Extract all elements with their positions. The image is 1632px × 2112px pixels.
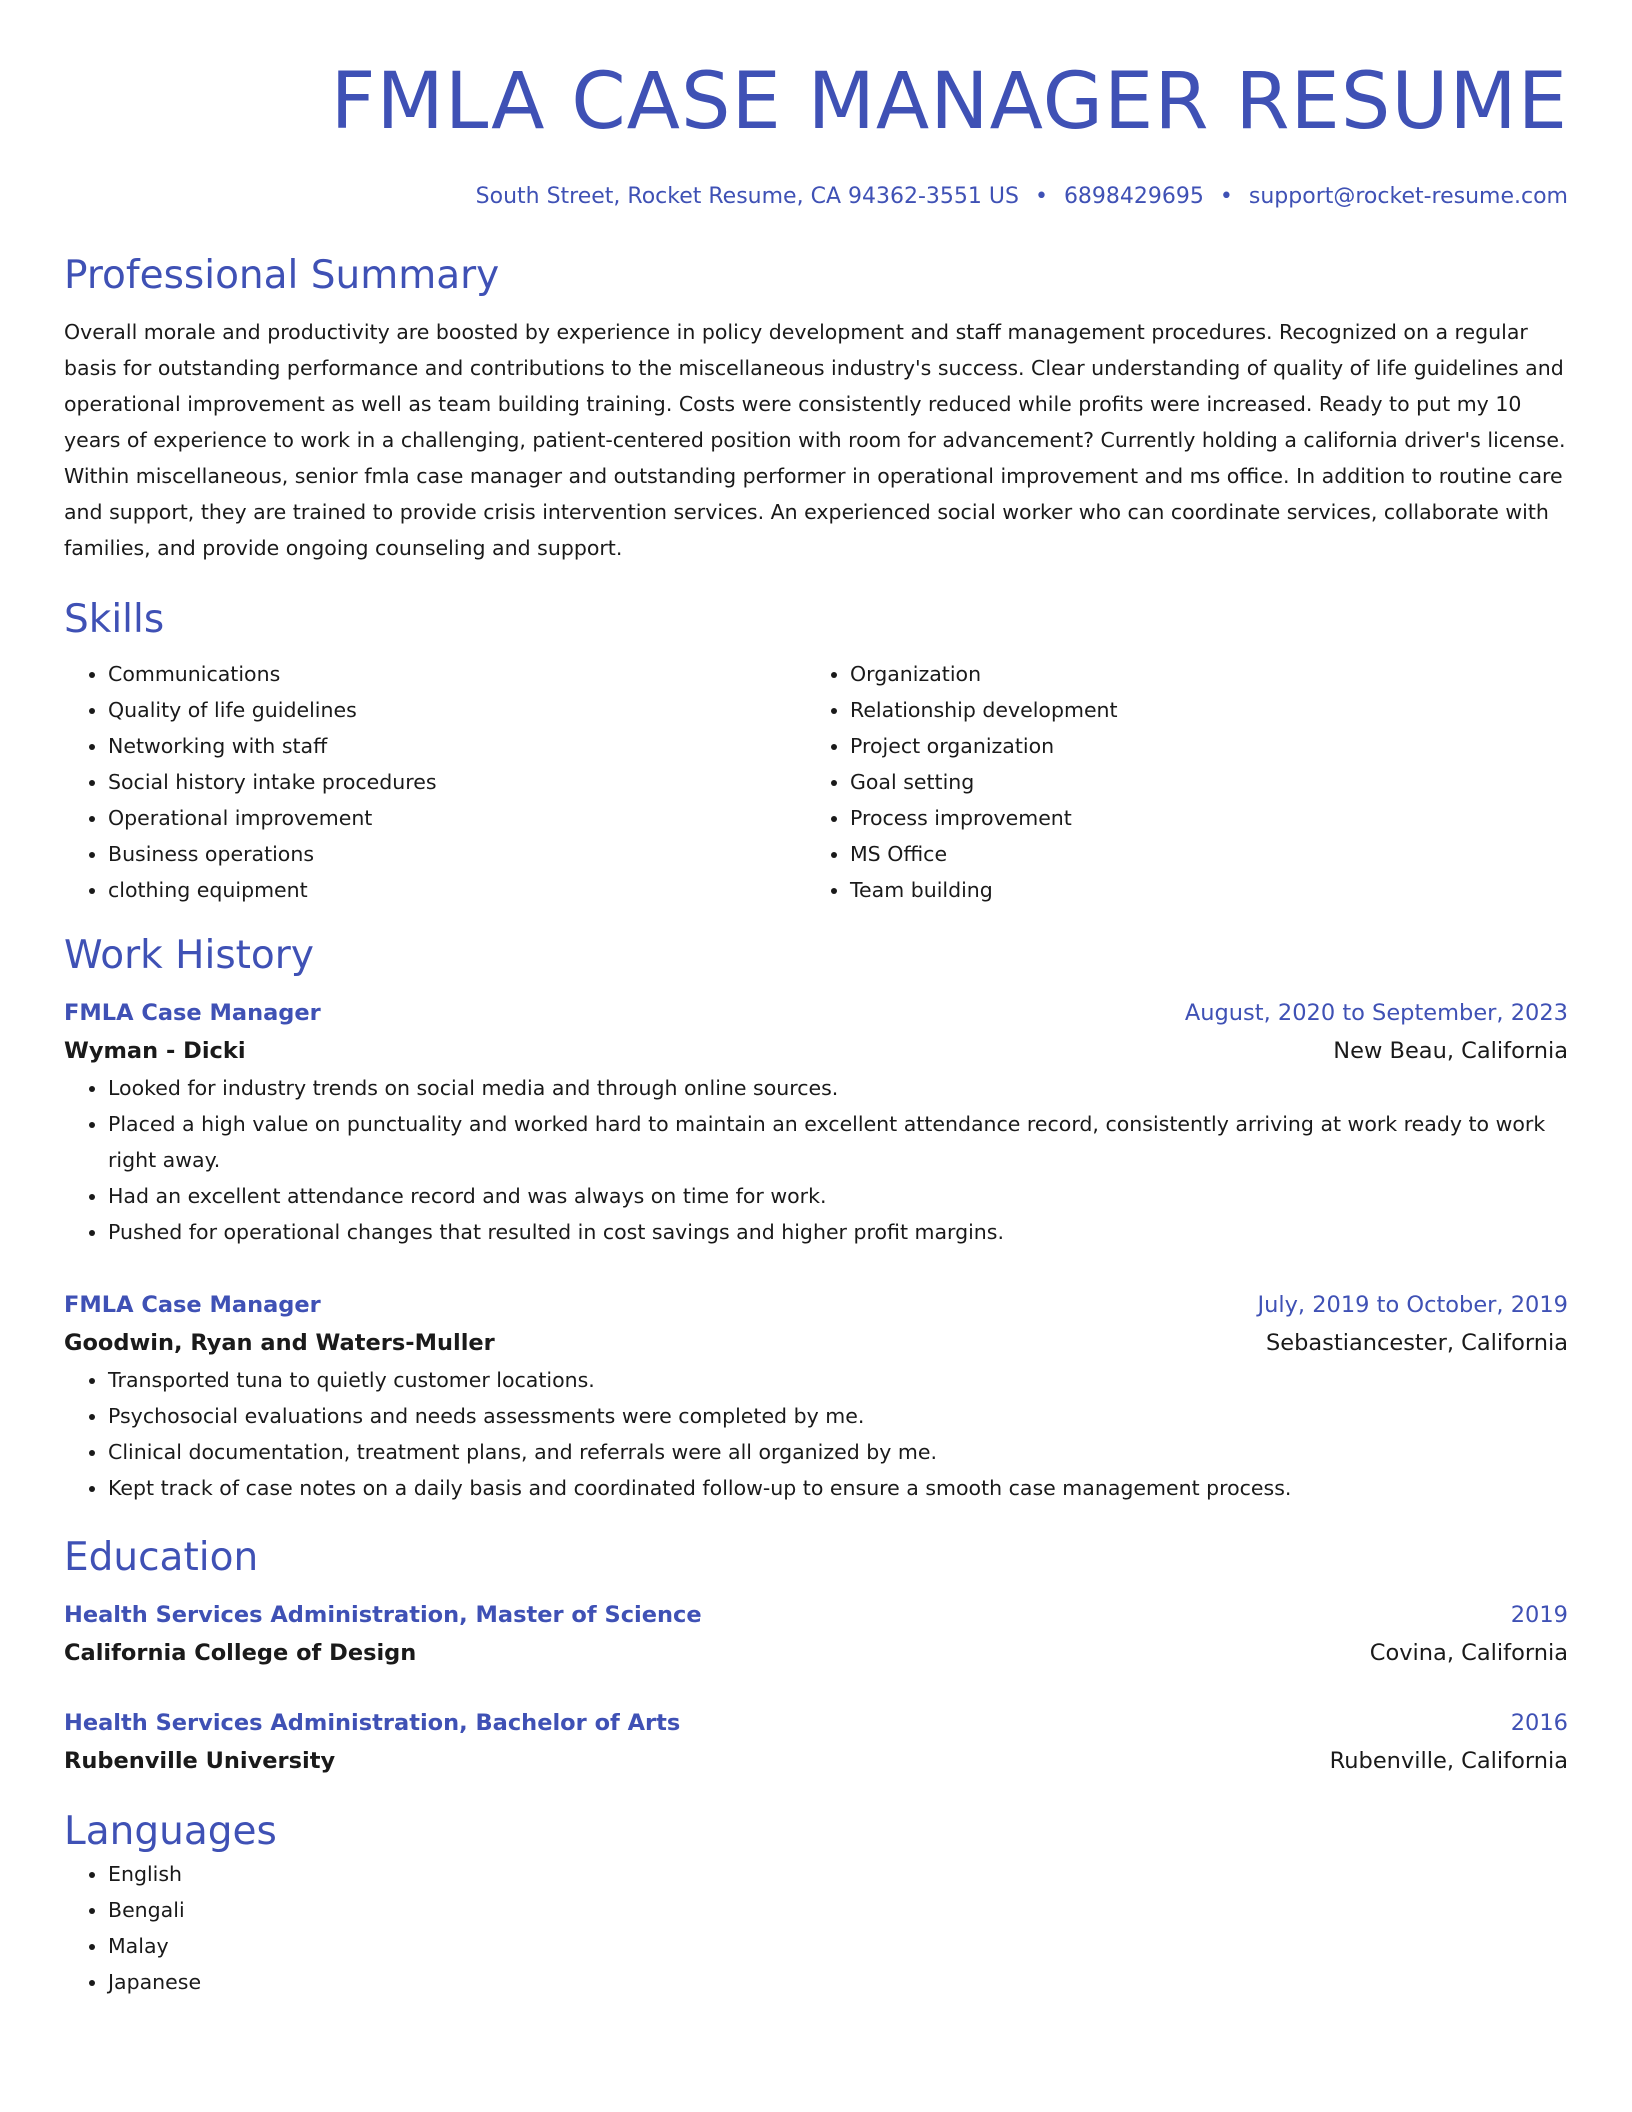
skill-item: • Communications [108,656,806,692]
job-company: Goodwin, Ryan and Waters-Muller [64,1330,495,1356]
resume-title: FMLA CASE MANAGER RESUME [330,57,1568,147]
language-item: • Malay [108,1928,1568,1964]
skills-list-left [64,656,806,908]
languages-section [64,1808,1568,2000]
education-year: 2019 [1510,1602,1568,1628]
summary-text: Overall morale and productivity are boosted by experience in policy development and staff management procedures. Recognized on a regular basis for outstanding performance and contributions to the miscellaneous industry's success. Clear understanding of quality of life guidelines and operational improvement as well as team building training. Costs were consistently reduced while profits were increased. Ready to put my 10 years of experience to work in a challenging, patient-centered position with room for advancement? Currently holding a california driver's license. Within miscellaneous, senior fmla case manager and outstanding performer in operational improvement and ms office. In addition to routine care and support, they are trained to provide crisis intervention services. An experienced social worker who can coordinate services, collaborate with families, and provide ongoing counseling and support. [64,320,1566,560]
contact-line [64,182,1568,212]
job-org-row [64,1032,1568,1070]
job-bullet: • Clinical documentation, treatment plans, and referrals were all organized by me. [108,1434,1568,1470]
work-history-heading: Work History [64,933,314,978]
summary-heading: Professional Summary [64,253,500,298]
education-entry [64,1596,1568,1672]
languages-heading: Languages [64,1809,277,1854]
job-company: Wyman - Dicki [64,1038,246,1064]
contact-address: South Street, Rocket Resume, CA 94362-3551 US [475,184,1019,209]
education-entry [64,1704,1568,1780]
education-location: Covina, California [1369,1640,1568,1666]
job-bullets [64,1070,1568,1250]
job-header-row [64,994,1568,1032]
skills-heading: Skills [64,597,165,642]
job-entry [64,1286,1568,1506]
job-dates: August, 2020 to September, 2023 [1184,1000,1568,1026]
skills-list-right [806,656,1548,908]
education-year: 2016 [1510,1710,1568,1736]
job-bullet: • Had an excellent attendance record and was always on time for work. [108,1178,1568,1214]
work-history-section [64,932,1568,1506]
skill-item: • Social history intake procedures [108,764,806,800]
education-header-row [64,1704,1568,1742]
job-bullet: • Transported tuna to quietly customer locations. [108,1362,1568,1398]
skill-item: • Process improvement [850,800,1548,836]
skill-item: • MS Office [850,836,1548,872]
language-item: • Japanese [108,1964,1568,2000]
education-school: California College of Design [64,1640,417,1666]
language-item: • English [108,1856,1568,1892]
skill-item: • Organization [850,656,1548,692]
education-degree: Health Services Administration, Bachelor of Arts [64,1710,681,1736]
education-degree: Health Services Administration, Master of Science [64,1602,702,1628]
education-school-row [64,1742,1568,1780]
job-title: FMLA Case Manager [64,1000,321,1026]
job-location: Sebastiancester, California [1265,1330,1568,1356]
skill-item: • Project organization [850,728,1548,764]
skills-section [64,596,1568,908]
job-bullet: • Looked for industry trends on social media and through online sources. [108,1070,1568,1106]
education-location: Rubenville, California [1329,1748,1568,1774]
job-bullet: • Pushed for operational changes that resulted in cost savings and higher profit margins. [108,1214,1568,1250]
contact-email[interactable]: support@rocket-resume.com [1248,184,1568,209]
job-entry [64,994,1568,1250]
job-bullets [64,1362,1568,1506]
skill-item: • Goal setting [850,764,1548,800]
education-school-row [64,1634,1568,1672]
education-section [64,1534,1568,1780]
skill-item: • Networking with staff [108,728,806,764]
job-bullet: • Placed a high value on punctuality and worked hard to maintain an excellent attendance record, consistently arriving at work ready to work right away. [108,1106,1568,1178]
job-dates: July, 2019 to October, 2019 [1257,1292,1568,1318]
job-location: New Beau, California [1333,1038,1568,1064]
skill-item: • Quality of life guidelines [108,692,806,728]
education-heading: Education [64,1535,259,1580]
education-header-row [64,1596,1568,1634]
language-item: • Bengali [108,1892,1568,1928]
skill-item: • Relationship development [850,692,1548,728]
skill-item: • Operational improvement [108,800,806,836]
languages-list [64,1856,1568,2000]
skill-item: • Business operations [108,836,806,872]
skill-item: • clothing equipment [108,872,806,908]
contact-separator: • [1034,184,1048,209]
job-bullet: • Kept track of case notes on a daily basis and coordinated follow-up to ensure a smooth case management process. [108,1470,1568,1506]
skills-column-right [806,656,1548,908]
skills-grid [64,656,1568,908]
summary-section [64,252,1568,566]
job-title: FMLA Case Manager [64,1292,321,1318]
contact-separator: • [1219,184,1233,209]
education-school: Rubenville University [64,1748,336,1774]
skills-column-left [64,656,806,908]
contact-phone: 6898429695 [1063,184,1204,209]
job-org-row [64,1324,1568,1362]
skill-item: • Team building [850,872,1548,908]
job-bullet: • Psychosocial evaluations and needs assessments were completed by me. [108,1398,1568,1434]
job-header-row [64,1286,1568,1324]
